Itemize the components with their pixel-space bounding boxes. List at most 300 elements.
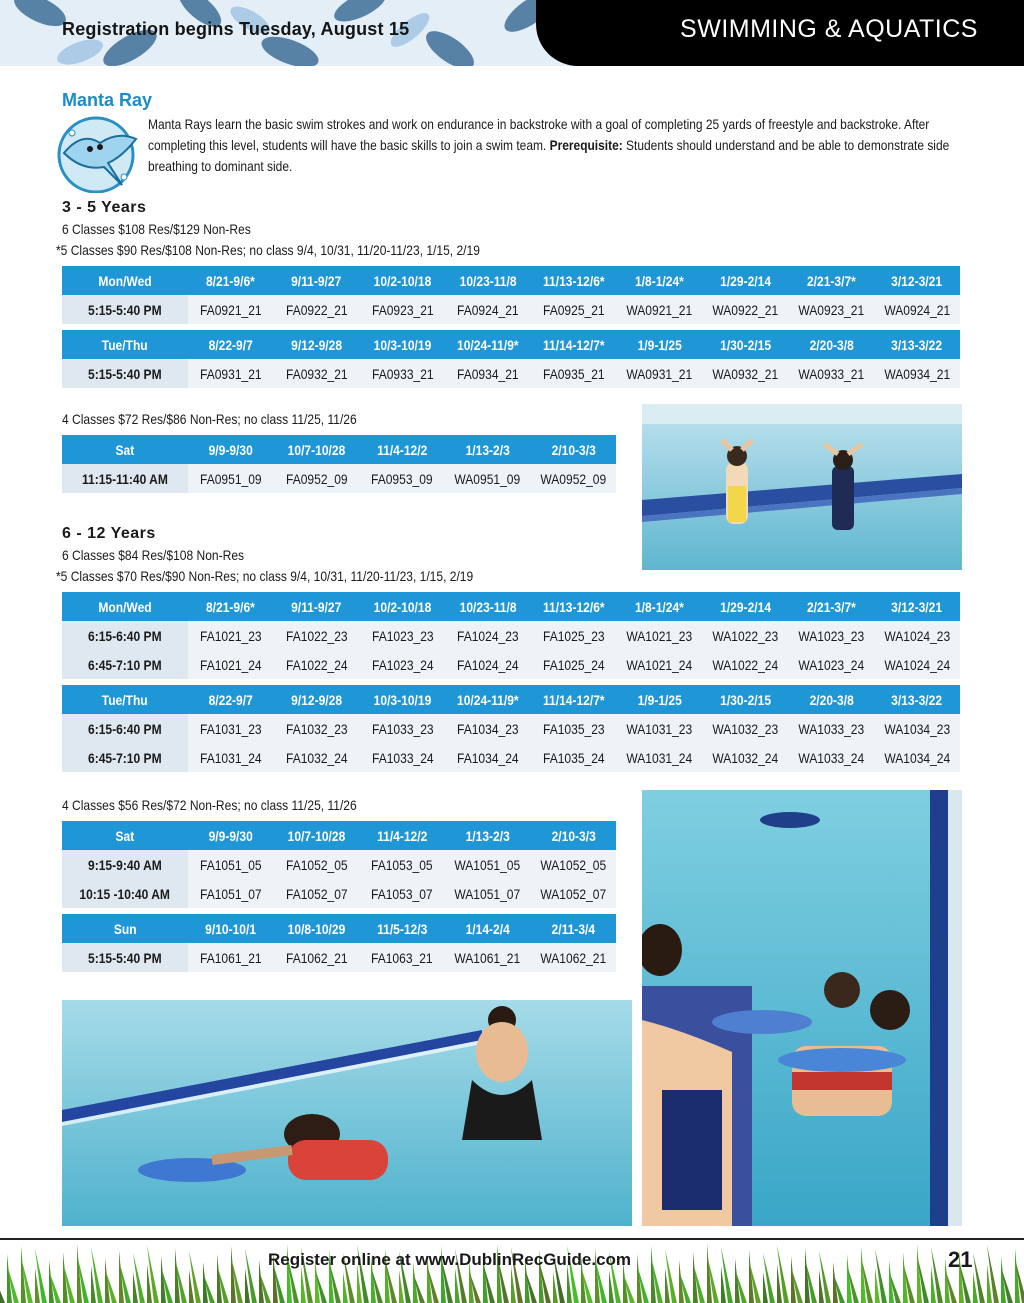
class-code [359, 714, 445, 743]
class-code-text: WA0951_09 [454, 470, 521, 487]
day-label [62, 592, 188, 621]
session-dates-text: 9/9-9/30 [208, 827, 253, 844]
section-tab [536, 0, 1024, 66]
session-dates [788, 266, 874, 295]
session-dates-text: 9/12-9/28 [291, 691, 343, 708]
session-dates [445, 821, 531, 850]
class-code [874, 714, 960, 743]
pricing-note-5-classes-older: *5 Classes $70 Res/$90 Non-Res; no class 9/4, 10/31, 11/20-11/23, 1/15, 2/19 [56, 568, 474, 584]
class-code [531, 743, 617, 772]
class-code-text: FA0935_21 [543, 365, 605, 382]
session-dates-text: 1/8-1/24* [635, 598, 685, 615]
session-dates [188, 266, 274, 295]
session-dates [874, 266, 960, 295]
table-row [62, 850, 616, 879]
class-code-text: WA1022_23 [712, 627, 779, 644]
class-code-text: FA0932_21 [285, 365, 348, 382]
session-dates-text: 1/29-2/14 [720, 598, 771, 615]
session-dates [530, 435, 616, 464]
age-heading-6-12: 6 - 12 Years [62, 525, 156, 542]
session-dates-text: 2/10-3/3 [551, 441, 596, 458]
session-dates-text: 10/23-11/8 [459, 272, 517, 289]
class-code [188, 943, 274, 972]
class-code-text: FA1061_21 [199, 949, 262, 966]
session-dates-text: 2/10-3/3 [551, 827, 596, 844]
session-dates-text: 8/22-9/7 [208, 691, 253, 708]
day-label-text: Mon/Wed [98, 598, 152, 615]
session-dates-text: 11/5-12/3 [376, 920, 428, 937]
class-code-text: FA1062_21 [285, 949, 348, 966]
photo-instructor-with-kids [642, 790, 962, 1226]
class-code-text: FA1053_05 [371, 856, 433, 873]
class-code [874, 743, 960, 772]
class-code [445, 714, 531, 743]
class-code [617, 295, 703, 324]
session-dates [617, 330, 703, 359]
class-code-text: WA1062_21 [540, 949, 607, 966]
session-dates-text: 1/13-2/3 [465, 441, 510, 458]
class-code [359, 295, 445, 324]
section-title: SWIMMING & AQUATICS [680, 15, 978, 43]
registration-date: Registration begins Tuesday, August 15 [62, 19, 410, 39]
class-code [874, 621, 960, 650]
table-header-row [62, 435, 616, 464]
session-dates [445, 435, 531, 464]
class-code [445, 295, 531, 324]
session-dates [188, 685, 274, 714]
day-label-text: Sun [113, 920, 137, 937]
class-time-text: 5:15-5:40 PM [88, 949, 162, 966]
class-time [62, 879, 188, 908]
session-dates-text: 9/12-9/28 [291, 336, 343, 353]
day-label-text: Mon/Wed [98, 272, 152, 289]
class-time-text: 5:15-5:40 PM [88, 301, 162, 318]
pricing-note-6-classes: 6 Classes $108 Res/$129 Non-Res [62, 221, 251, 237]
day-label-text: Sat [115, 441, 135, 458]
class-time-text: 6:15-6:40 PM [88, 720, 162, 737]
class-code [188, 464, 274, 493]
class-code [188, 714, 274, 743]
class-time [62, 850, 188, 879]
footer-divider [0, 1238, 1024, 1240]
table-row [62, 879, 616, 908]
class-code-text: FA1063_21 [371, 949, 433, 966]
session-dates-text: 2/20-3/8 [809, 336, 854, 353]
class-code [703, 743, 789, 772]
class-time-text: 6:45-7:10 PM [88, 749, 162, 766]
table-row [62, 650, 960, 679]
session-dates-text: 10/7-10/28 [287, 827, 346, 844]
class-code [188, 359, 274, 388]
session-dates-text: 11/4-12/2 [376, 827, 428, 844]
class-code [445, 743, 531, 772]
class-code-text: WA1052_05 [540, 856, 607, 873]
schedule-table-3-5-weekday [62, 266, 960, 388]
session-dates-text: 9/11-9/27 [291, 598, 342, 615]
class-time [62, 464, 188, 493]
table-header-row [62, 821, 616, 850]
class-code [359, 743, 445, 772]
class-code [188, 879, 274, 908]
class-code [274, 295, 360, 324]
class-code [874, 650, 960, 679]
class-time [62, 359, 188, 388]
class-code [359, 359, 445, 388]
table-row [62, 621, 960, 650]
session-dates [274, 435, 360, 464]
class-code-text: FA1052_05 [285, 856, 348, 873]
class-code [531, 621, 617, 650]
session-dates-text: 11/4-12/2 [376, 441, 428, 458]
session-dates-text: 9/10-10/1 [205, 920, 257, 937]
class-code [359, 850, 445, 879]
class-code [874, 359, 960, 388]
class-code-text: FA1023_23 [371, 627, 434, 644]
session-dates-text: 10/2-10/18 [373, 598, 432, 615]
class-code-text: WA1051_07 [454, 885, 521, 902]
schedule-table-6-12-weekend [62, 821, 616, 972]
class-code [617, 650, 703, 679]
class-code-text: FA1032_23 [285, 720, 348, 737]
session-dates [274, 592, 360, 621]
session-dates [703, 685, 789, 714]
class-code-text: FA1053_07 [371, 885, 433, 902]
session-dates-text: 2/21-3/7* [806, 598, 856, 615]
session-dates-text: 3/12-3/21 [891, 272, 943, 289]
class-code-text: WA0923_21 [798, 301, 865, 318]
session-dates [274, 330, 360, 359]
session-dates [445, 266, 531, 295]
class-code [530, 879, 616, 908]
class-code-text: WA1033_24 [798, 749, 865, 766]
class-code [531, 714, 617, 743]
class-code-text: FA1034_23 [457, 720, 519, 737]
session-dates-text: 10/7-10/28 [287, 441, 346, 458]
class-code-text: WA1021_23 [626, 627, 693, 644]
class-code-text: WA0931_21 [626, 365, 693, 382]
class-code-text: FA1051_05 [199, 856, 262, 873]
session-dates [531, 330, 617, 359]
class-code [531, 359, 617, 388]
session-dates [531, 685, 617, 714]
class-code-text: FA0923_21 [371, 301, 434, 318]
table-header-row [62, 914, 616, 943]
class-code [274, 359, 360, 388]
table-header-row [62, 266, 960, 295]
class-code [530, 943, 616, 972]
table-header-row [62, 592, 960, 621]
day-label [62, 330, 188, 359]
photo-child-with-kickboard [62, 1000, 632, 1226]
class-code [359, 650, 445, 679]
class-code [445, 359, 531, 388]
session-dates-text: 10/24-11/9* [457, 691, 519, 708]
description-text: Manta Rays learn the basic swim strokes and work on endurance in backstroke with a goal of completing 25 yards of freestyle and backstroke. After completing this level, students will have the basic skills to join a swim team. [148, 117, 930, 153]
session-dates [274, 821, 360, 850]
prerequisite-label: Prerequisite: [549, 138, 623, 153]
class-code-text: WA1032_23 [712, 720, 779, 737]
class-code [445, 943, 531, 972]
class-code-text: FA0933_21 [371, 365, 434, 382]
class-code [274, 464, 360, 493]
session-dates-text: 3/13-3/22 [891, 691, 943, 708]
table-row [62, 714, 960, 743]
class-code-text: FA0921_21 [200, 301, 262, 318]
class-code [788, 743, 874, 772]
class-time [62, 943, 188, 972]
session-dates-text: 11/13-12/6* [543, 272, 605, 289]
class-code-text: WA1032_24 [712, 749, 779, 766]
schedule-table-6-12-weekday [62, 592, 960, 772]
class-code [445, 650, 531, 679]
class-code [274, 743, 360, 772]
session-dates-text: 1/30-2/15 [720, 336, 771, 353]
class-code-text: WA1024_24 [884, 656, 950, 673]
class-code-text: WA1034_24 [884, 749, 950, 766]
class-code-text: FA1051_07 [199, 885, 262, 902]
class-time-text: 9:15-9:40 AM [88, 856, 162, 873]
session-dates-text: 1/30-2/15 [720, 691, 771, 708]
session-dates [188, 330, 274, 359]
session-dates [445, 914, 531, 943]
session-dates [445, 330, 531, 359]
session-dates [530, 821, 616, 850]
class-code-text: WA1052_07 [540, 885, 607, 902]
class-code [188, 621, 274, 650]
table-row [62, 943, 616, 972]
class-code-text: FA0931_21 [200, 365, 262, 382]
session-dates-text: 10/2-10/18 [373, 272, 432, 289]
class-code [274, 943, 360, 972]
session-dates-text: 9/9-9/30 [208, 441, 253, 458]
class-code [359, 943, 445, 972]
session-dates-text: 11/14-12/7* [543, 691, 605, 708]
class-code [788, 714, 874, 743]
session-dates-text: 11/14-12/7* [543, 336, 605, 353]
age-heading-3-5: 3 - 5 Years [62, 199, 147, 216]
class-code-text: FA1021_23 [200, 627, 262, 644]
schedule-table-3-5-saturday [62, 435, 616, 493]
class-code-text: FA0922_21 [285, 301, 348, 318]
session-dates-text: 1/9-1/25 [637, 336, 682, 353]
session-dates [274, 685, 360, 714]
class-time-text: 6:15-6:40 PM [88, 627, 162, 644]
session-dates [188, 821, 274, 850]
class-code-text: FA1032_24 [285, 749, 348, 766]
session-dates [445, 592, 531, 621]
session-dates-text: 10/24-11/9* [457, 336, 519, 353]
day-label [62, 914, 188, 943]
class-code-text: FA1035_24 [543, 749, 605, 766]
class-code-text: FA0934_21 [457, 365, 519, 382]
class-code [530, 464, 616, 493]
session-dates-text: 1/8-1/24* [635, 272, 685, 289]
class-time [62, 295, 188, 324]
day-label-text: Tue/Thu [102, 691, 148, 708]
session-dates [617, 592, 703, 621]
class-code-text: FA1021_24 [200, 656, 262, 673]
session-dates [188, 914, 274, 943]
class-code-text: FA1024_23 [457, 627, 519, 644]
pricing-note-saturday: 4 Classes $72 Res/$86 Non-Res; no class 11/25, 11/26 [62, 411, 357, 427]
class-code [274, 850, 360, 879]
class-code-text: WA0932_21 [712, 365, 779, 382]
manta-ray-mascot-icon [52, 113, 146, 193]
class-code-text: FA0953_09 [371, 470, 433, 487]
class-code [531, 295, 617, 324]
table-row [62, 743, 960, 772]
class-time-text: 10:15 -10:40 AM [79, 885, 171, 902]
session-dates-text: 3/12-3/21 [891, 598, 943, 615]
session-dates [788, 685, 874, 714]
class-code-text: FA1025_23 [543, 627, 605, 644]
table-header-row [62, 685, 960, 714]
session-dates [617, 685, 703, 714]
class-code-text: FA1022_23 [285, 627, 348, 644]
class-code [617, 621, 703, 650]
class-time [62, 650, 188, 679]
class-code [703, 714, 789, 743]
class-code-text: WA1031_23 [626, 720, 693, 737]
class-code-text: WA1021_24 [626, 656, 693, 673]
class-code [788, 359, 874, 388]
class-time-text: 11:15-11:40 AM [82, 470, 168, 487]
class-code-text: WA0922_21 [712, 301, 779, 318]
session-dates [359, 914, 445, 943]
session-dates [874, 592, 960, 621]
session-dates [359, 592, 445, 621]
class-code-text: WA1034_23 [884, 720, 950, 737]
class-code [703, 621, 789, 650]
class-code [274, 714, 360, 743]
session-dates-text: 8/22-9/7 [208, 336, 253, 353]
class-code-text: FA1031_23 [200, 720, 262, 737]
class-code-text: FA1025_24 [543, 656, 605, 673]
class-code-text: FA1023_24 [371, 656, 434, 673]
session-dates-text: 2/21-3/7* [806, 272, 856, 289]
register-online-text: Register online at www.DublinRecGuide.com [268, 1250, 632, 1269]
class-code-text: FA0951_09 [199, 470, 262, 487]
class-code [445, 850, 531, 879]
class-code-text: WA1033_23 [798, 720, 865, 737]
class-code [188, 295, 274, 324]
prerequisite-text: Students should understand and be able to demonstrate side breathing to dominant side. [148, 138, 950, 174]
class-code-text: FA1034_24 [457, 749, 519, 766]
photo-kids-in-pool [642, 404, 962, 570]
class-code-text: FA1052_07 [285, 885, 348, 902]
session-dates-text: 3/13-3/22 [891, 336, 943, 353]
class-code [703, 359, 789, 388]
class-code [359, 464, 445, 493]
session-dates [617, 266, 703, 295]
session-dates [530, 914, 616, 943]
class-code [788, 621, 874, 650]
class-code [188, 650, 274, 679]
session-dates-text: 1/9-1/25 [637, 691, 682, 708]
day-label [62, 821, 188, 850]
day-label-text: Tue/Thu [102, 336, 148, 353]
session-dates-text: 1/14-2/4 [465, 920, 510, 937]
class-time-text: 5:15-5:40 PM [88, 365, 162, 382]
class-code [703, 295, 789, 324]
session-dates-text: 10/3-10/19 [373, 336, 432, 353]
class-code-text: FA0924_21 [457, 301, 519, 318]
session-dates [274, 266, 360, 295]
class-code [703, 650, 789, 679]
class-time [62, 743, 188, 772]
session-dates-text: 11/13-12/6* [543, 598, 605, 615]
session-dates [788, 592, 874, 621]
pricing-note-5-classes: *5 Classes $90 Res/$108 Non-Res; no class 9/4, 10/31, 11/20-11/23, 1/15, 2/19 [56, 242, 480, 258]
table-row [62, 295, 960, 324]
class-code-text: WA0952_09 [540, 470, 607, 487]
session-dates [531, 266, 617, 295]
pricing-note-6-classes-older: 6 Classes $84 Res/$108 Non-Res [62, 547, 245, 563]
session-dates-text: 2/11-3/4 [551, 920, 595, 937]
class-code-text: FA1033_24 [371, 749, 434, 766]
class-code-text: FA0952_09 [285, 470, 348, 487]
class-code [359, 879, 445, 908]
class-code [445, 464, 531, 493]
day-label-text: Sat [115, 827, 135, 844]
session-dates [874, 330, 960, 359]
session-dates [188, 435, 274, 464]
pricing-note-weekend: 4 Classes $56 Res/$72 Non-Res; no class 11/25, 11/26 [62, 797, 357, 813]
session-dates-text: 8/21-9/6* [206, 598, 256, 615]
class-time [62, 621, 188, 650]
level-title: Manta Ray [62, 90, 153, 110]
session-dates [359, 685, 445, 714]
session-dates-text: 1/13-2/3 [465, 827, 510, 844]
session-dates-text: 10/3-10/19 [373, 691, 432, 708]
class-code-text: WA1023_23 [798, 627, 865, 644]
day-label [62, 685, 188, 714]
class-code-text: FA1024_24 [457, 656, 519, 673]
session-dates [788, 330, 874, 359]
page-number: 21 [948, 1247, 973, 1272]
session-dates [703, 266, 789, 295]
level-description [148, 114, 964, 177]
class-code [788, 295, 874, 324]
session-dates [703, 330, 789, 359]
class-code [617, 359, 703, 388]
session-dates-text: 10/8-10/29 [287, 920, 346, 937]
class-code-text: WA1031_24 [626, 749, 693, 766]
session-dates [359, 821, 445, 850]
session-dates [359, 266, 445, 295]
class-time [62, 714, 188, 743]
table-row [62, 359, 960, 388]
class-code-text: WA1051_05 [454, 856, 521, 873]
class-code-text: WA1022_24 [712, 656, 779, 673]
session-dates [359, 330, 445, 359]
class-code [874, 295, 960, 324]
class-time-text: 6:45-7:10 PM [88, 656, 162, 673]
session-dates-text: 9/11-9/27 [291, 272, 342, 289]
session-dates [188, 592, 274, 621]
table-header-row [62, 330, 960, 359]
session-dates [874, 685, 960, 714]
class-code [617, 743, 703, 772]
day-label [62, 435, 188, 464]
class-code-text: WA0933_21 [798, 365, 865, 382]
class-code [274, 621, 360, 650]
class-code-text: WA1023_24 [798, 656, 865, 673]
class-code-text: FA1031_24 [200, 749, 262, 766]
class-code-text: WA0924_21 [884, 301, 950, 318]
class-code-text: WA0934_21 [884, 365, 950, 382]
class-code [274, 879, 360, 908]
